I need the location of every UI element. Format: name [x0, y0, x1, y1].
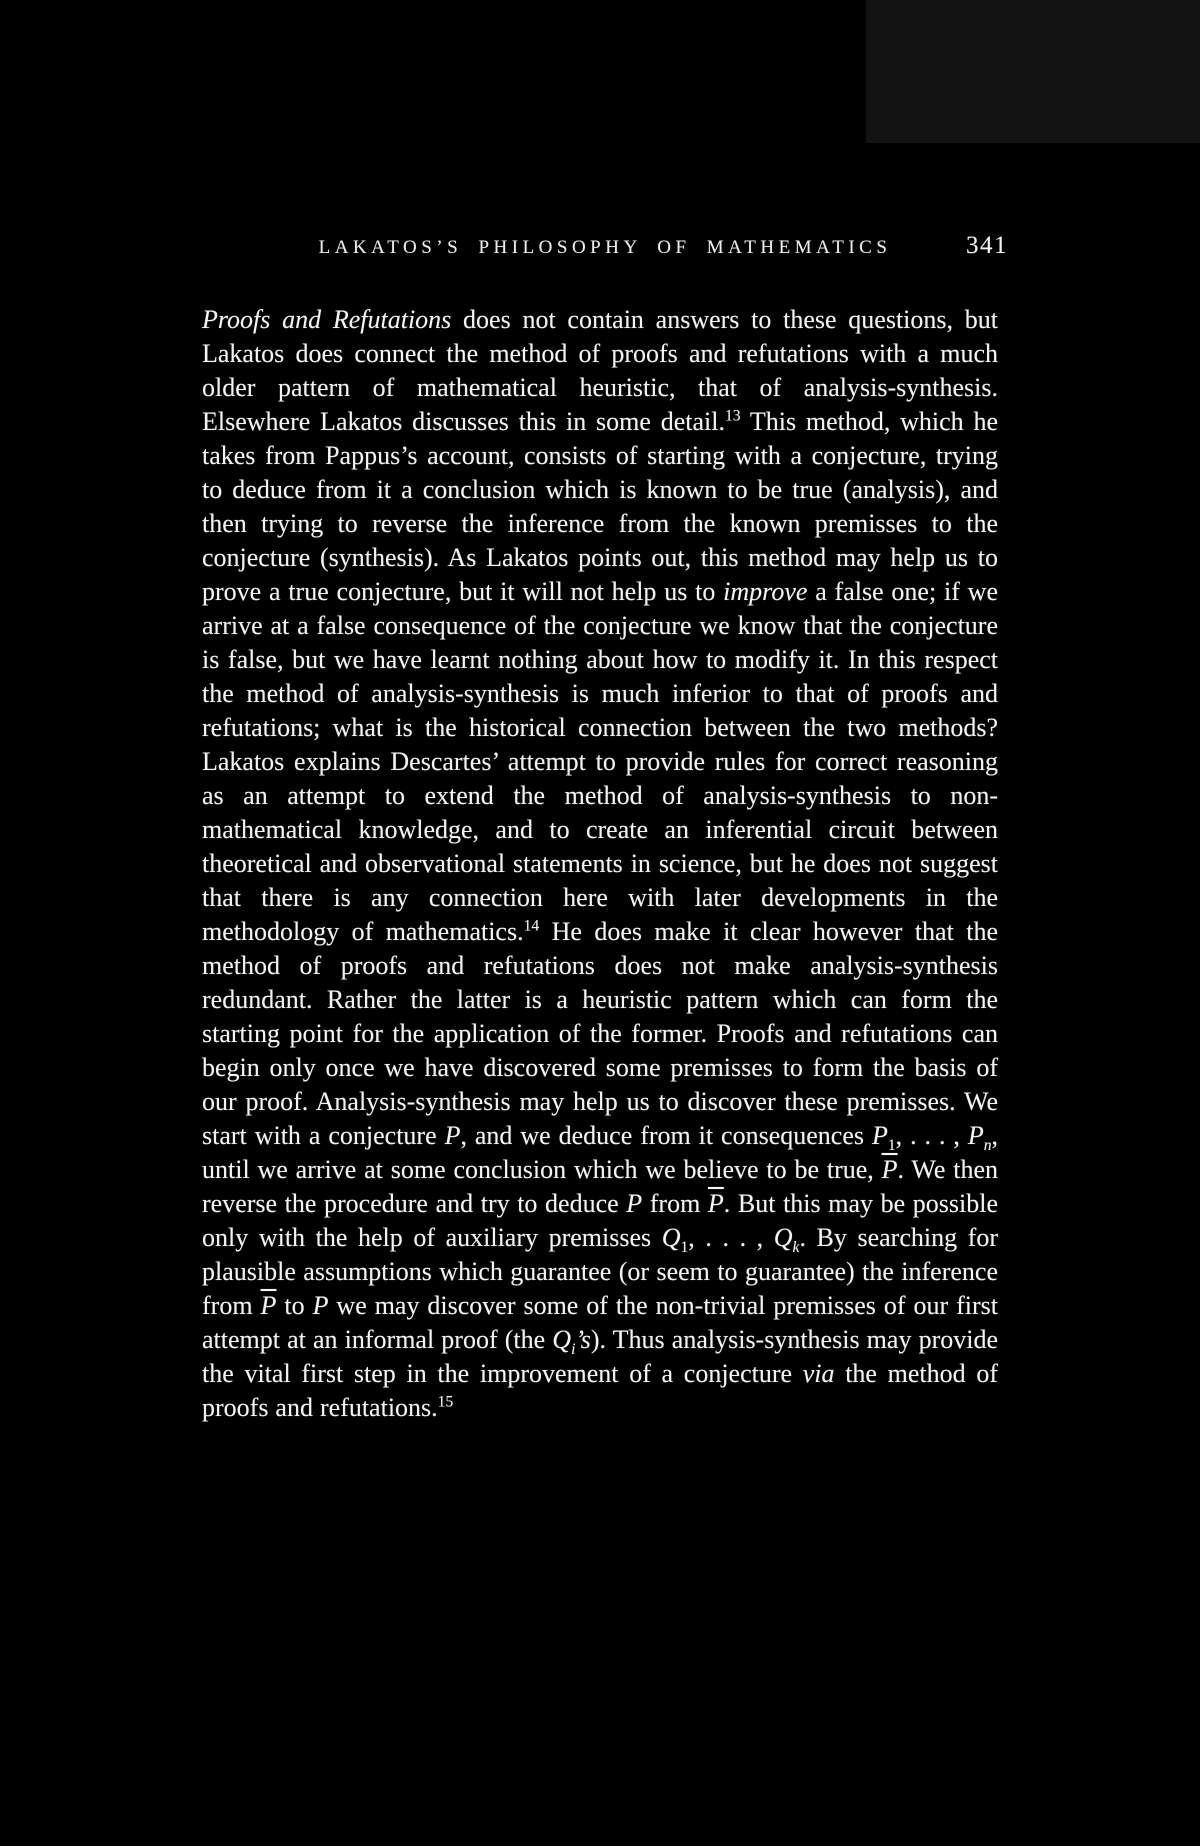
text-run: . By searching for plausible assumptions which guarantee (or seem to guarantee) the inference from [202, 1223, 999, 1320]
text-run: P [967, 1121, 984, 1150]
text-run: 1 [887, 1137, 896, 1155]
scan-edge-shade [866, 0, 1200, 143]
text-run: , . . . , [895, 1121, 968, 1150]
text-run: , until we arrive at some conclusion which we believe to be true, [202, 1121, 999, 1184]
text-run: Q [552, 1325, 572, 1354]
text-run: P [871, 1121, 888, 1150]
text-run: $\overline{P}$ [881, 1155, 898, 1184]
text-run: k [792, 1239, 800, 1257]
text-run: , and we deduce from it consequences [460, 1121, 872, 1150]
text-run: to [276, 1291, 313, 1320]
text-run: P [312, 1291, 329, 1320]
text-run: does not contain answers to these questions, but Lakatos does connect the method of proofs and refutations with a much older pattern of mathematical heuristic, that of analysis-synthesis. Elsewhere Lakatos discusses this in some detail. [202, 305, 998, 436]
text-run: n [983, 1137, 992, 1155]
text-run: Q [661, 1223, 681, 1252]
text-run: $\overline{P}$ [260, 1291, 277, 1320]
text-run: improve [723, 577, 808, 606]
text-run: Proofs and Refutations [202, 305, 452, 334]
text-run: the method of proofs and refutations. [202, 1359, 998, 1422]
text-run: a false one; if we arrive at a false consequence of the conjecture we know that the conjecture is false, but we have learnt nothing about how to modify it. In this respect the method of analysis-synthesis is much inferior to that of proofs and refutations; what is the historical connection between the two methods? Lakatos explains Descartes’ attempt to provide rules for correct reasoning as an attempt to extend the method of analysis-synthesis to non-mathematical knowledge, and to create an inferential circuit between theoretical and observational statements in science, but he does not suggest that there is any connection here with later developments in the methodology of mathematics. [202, 577, 998, 946]
text-run: P [626, 1189, 643, 1218]
text-run: . But this may be possible only with the help of auxiliary premisses [202, 1189, 998, 1252]
text-run: $\overline{P}$ [707, 1189, 724, 1218]
text-run: i [571, 1341, 576, 1359]
text-run: 13 [724, 407, 741, 425]
text-run: , . . . , [688, 1223, 774, 1252]
body-paragraph [202, 303, 998, 1425]
running-header [202, 234, 1008, 266]
text-run: 1 [680, 1239, 689, 1257]
text-run: 14 [523, 917, 540, 935]
text-run: He does make it clear however that the method of proofs and refutations does not make analysis-synthesis redundant. Rather the latter is a heuristic pattern which can form the starting point for the application of the former. Proofs and refutations can begin only once we have discovered some premisses to form the basis of our proof. Analysis-synthesis may help us to discover these premisses. We start with a conjecture [202, 917, 998, 1150]
text-run: from [642, 1189, 708, 1218]
text-run: Q [773, 1223, 793, 1252]
running-title: LAKATOS’S PHILOSOPHY OF MATHEMATICS [318, 237, 892, 258]
text-run: 15 [437, 1393, 454, 1411]
text-run: we may discover some of the non-trivial premisses of our first attempt at an informal proof (the [202, 1291, 999, 1354]
page-number: 341 [966, 232, 1008, 259]
text-run: ’s [575, 1325, 591, 1354]
text-run: This method, which he takes from Pappus’s account, consists of starting with a conjecture, trying to deduce from it a conclusion which is known to be true (analysis), and then trying to reverse the inference from the known premisses to the conjecture (synthesis). As Lakatos points out, this method may help us to prove a true conjecture, but it will not help us to [202, 407, 999, 606]
text-run: . We then reverse the procedure and try to deduce [202, 1155, 998, 1218]
text-run: via [802, 1359, 835, 1388]
text-run: ). Thus analysis-synthesis may provide the vital first step in the improvement of a conjecture [202, 1325, 998, 1388]
text-run: P [444, 1121, 461, 1150]
